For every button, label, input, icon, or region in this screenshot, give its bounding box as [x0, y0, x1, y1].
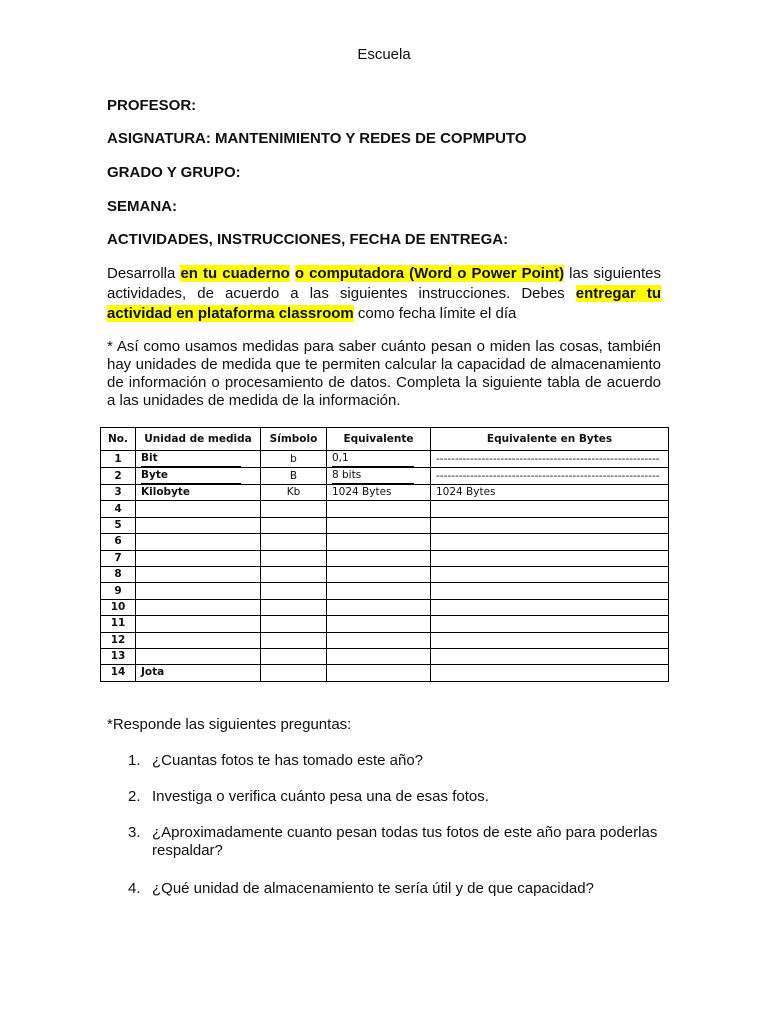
- cell-equivalente[interactable]: [327, 517, 431, 533]
- cell-no-text: 4: [114, 502, 122, 515]
- cell-equivalente[interactable]: [327, 566, 431, 582]
- question-number: 3.: [128, 824, 141, 841]
- cell-equivalente[interactable]: [327, 632, 431, 648]
- cell-equivalente[interactable]: [327, 501, 431, 517]
- cell-equivalente[interactable]: [327, 583, 431, 599]
- cell-equivalente[interactable]: [327, 550, 431, 566]
- cell-unit[interactable]: [136, 501, 261, 517]
- cell-equivalente-bytes-text: -----------------------------------------------------------: [436, 469, 660, 482]
- cell-equivalente-bytes[interactable]: [431, 501, 669, 517]
- table-header-row: [101, 428, 669, 451]
- cell-symbol[interactable]: [261, 550, 327, 566]
- cell-symbol[interactable]: [261, 468, 327, 485]
- cell-no-text: 5: [114, 518, 122, 531]
- cell-equivalente-bytes[interactable]: [431, 616, 669, 632]
- highlight-computadora: o computadora (Word o Power Point): [294, 265, 565, 282]
- cell-equivalente[interactable]: [327, 599, 431, 615]
- highlight-cuaderno: en tu cuaderno: [180, 265, 290, 282]
- cell-no-text: 3: [114, 486, 122, 499]
- field-profesor: PROFESOR:: [107, 97, 197, 114]
- cell-no-text: 1: [114, 452, 122, 465]
- field-grado-grupo: GRADO Y GRUPO:: [107, 164, 241, 181]
- cell-no[interactable]: [101, 550, 136, 566]
- cell-unit[interactable]: [136, 648, 261, 664]
- cell-symbol-text: b: [290, 452, 297, 465]
- cell-unit[interactable]: [136, 632, 261, 648]
- instructions-paragraph: [107, 264, 661, 324]
- cell-unit[interactable]: [136, 583, 261, 599]
- cell-unit[interactable]: [136, 599, 261, 615]
- question-1: [128, 752, 668, 770]
- intro-paragraph: * Así como usamos medidas para saber cuánto pesan o miden las cosas, también hay unidades de medida que te permiten calcular la capacidad de almacenamiento de información o procesamiento de datos. Completa la siguiente tabla de acuerdo a las unidades de medida de la información.: [107, 338, 661, 409]
- table-row: [101, 616, 669, 632]
- cell-equivalente-bytes[interactable]: [431, 534, 669, 550]
- highlight-entregar: entregar tu actividad en plataforma classroom: [107, 285, 661, 322]
- cell-unit-text: Byte: [141, 468, 241, 484]
- cell-equivalente[interactable]: [327, 534, 431, 550]
- table-row: [101, 632, 669, 648]
- field-actividades: ACTIVIDADES, INSTRUCCIONES, FECHA DE ENTREGA:: [107, 231, 509, 248]
- cell-equivalente-bytes[interactable]: [431, 566, 669, 582]
- cell-equivalente-text: 1024 Bytes: [332, 486, 392, 499]
- cell-no-text: 13: [110, 650, 126, 663]
- cell-no[interactable]: [101, 583, 136, 599]
- table-row: [101, 451, 669, 468]
- cell-symbol[interactable]: [261, 451, 327, 468]
- cell-unit[interactable]: [136, 665, 261, 681]
- table-row: [101, 648, 669, 664]
- question-number: 2.: [128, 788, 141, 805]
- cell-unit[interactable]: [136, 468, 261, 485]
- question-text: ¿Cuantas fotos te has tomado este año?: [152, 752, 424, 769]
- cell-symbol[interactable]: [261, 616, 327, 632]
- cell-symbol[interactable]: [261, 501, 327, 517]
- cell-equivalente-bytes[interactable]: [431, 583, 669, 599]
- table-row: [101, 517, 669, 533]
- cell-unit-text: Bit: [141, 451, 241, 467]
- cell-symbol[interactable]: [261, 599, 327, 615]
- question-number: 1.: [128, 752, 141, 769]
- cell-symbol-text: Kb: [286, 486, 301, 499]
- question-2: [128, 788, 668, 806]
- cell-equivalente-bytes[interactable]: [431, 648, 669, 664]
- table-row: [101, 468, 669, 485]
- cell-no[interactable]: [101, 451, 136, 468]
- table-row: [101, 534, 669, 550]
- instructions-text: Desarrolla: [107, 265, 181, 282]
- cell-equivalente-text: 0,1: [332, 451, 414, 467]
- cell-no-text: 7: [114, 551, 122, 564]
- cell-symbol[interactable]: [261, 583, 327, 599]
- field-asignatura: ASIGNATURA: MANTENIMIENTO Y REDES DE COPMPUTO: [107, 130, 527, 147]
- question-text: Investiga o verifica cuánto pesa una de esas fotos.: [152, 788, 489, 805]
- cell-equivalente[interactable]: [327, 485, 431, 501]
- cell-no-text: 10: [110, 600, 126, 613]
- cell-no[interactable]: [101, 648, 136, 664]
- cell-no[interactable]: [101, 599, 136, 615]
- header-equivalente: Equivalente: [327, 428, 431, 451]
- cell-symbol[interactable]: [261, 648, 327, 664]
- cell-equivalente-bytes[interactable]: [431, 550, 669, 566]
- cell-no-text: 2: [114, 469, 122, 482]
- cell-no[interactable]: [101, 632, 136, 648]
- cell-unit[interactable]: [136, 550, 261, 566]
- cell-no-text: 14: [110, 666, 126, 679]
- cell-symbol[interactable]: [261, 534, 327, 550]
- cell-equivalente[interactable]: [327, 616, 431, 632]
- cell-unit-text: Kilobyte: [141, 486, 191, 499]
- table-row: [101, 599, 669, 615]
- table-row: [101, 583, 669, 599]
- cell-equivalente[interactable]: [327, 468, 431, 485]
- cell-no-text: 12: [110, 633, 126, 646]
- question-text: ¿Aproximadamente cuanto pesan todas tus fotos de este año para poderlas respaldar?: [152, 824, 658, 859]
- questions-intro: *Responde las siguientes preguntas:: [107, 716, 352, 733]
- cell-equivalente-bytes[interactable]: [431, 599, 669, 615]
- question-3: [128, 824, 668, 860]
- cell-symbol[interactable]: [261, 566, 327, 582]
- instructions-text: como fecha límite el día: [353, 305, 517, 322]
- cell-equivalente[interactable]: [327, 451, 431, 468]
- cell-equivalente-bytes[interactable]: [431, 485, 669, 501]
- cell-unit[interactable]: [136, 534, 261, 550]
- header-unidad: Unidad de medida: [136, 428, 261, 451]
- cell-equivalente-text: 8 bits: [332, 468, 414, 484]
- table-row: [101, 550, 669, 566]
- cell-equivalente-bytes[interactable]: [431, 468, 669, 485]
- cell-unit[interactable]: [136, 485, 261, 501]
- cell-equivalente-bytes[interactable]: [431, 517, 669, 533]
- school-name: Escuela: [357, 46, 411, 63]
- cell-symbol[interactable]: [261, 665, 327, 681]
- cell-symbol[interactable]: [261, 632, 327, 648]
- table-row: [101, 665, 669, 681]
- cell-no[interactable]: [101, 517, 136, 533]
- units-table: [100, 427, 669, 682]
- cell-no-text: 11: [110, 617, 126, 630]
- cell-no[interactable]: [101, 468, 136, 485]
- cell-equivalente-bytes[interactable]: [431, 451, 669, 468]
- cell-no[interactable]: [101, 485, 136, 501]
- cell-unit[interactable]: [136, 451, 261, 468]
- instructions-text: las siguientes actividades, de acuerdo a las siguientes instrucciones. Debes: [107, 265, 661, 302]
- cell-unit[interactable]: [136, 517, 261, 533]
- table-row: [101, 501, 669, 517]
- question-text: ¿Qué unidad de almacenamiento te sería útil y de que capacidad?: [152, 880, 594, 897]
- table-body: [101, 451, 669, 682]
- field-semana: SEMANA:: [107, 198, 177, 215]
- table-row: [101, 485, 669, 501]
- cell-equivalente-bytes-text: -----------------------------------------------------------: [436, 452, 660, 465]
- cell-unit[interactable]: [136, 616, 261, 632]
- cell-no-text: 6: [114, 535, 122, 548]
- cell-equivalente[interactable]: [327, 648, 431, 664]
- header-equivalente-bytes: Equivalente en Bytes: [431, 428, 669, 451]
- header-no: No.: [101, 428, 136, 451]
- cell-no[interactable]: [101, 616, 136, 632]
- cell-equivalente[interactable]: [327, 665, 431, 681]
- cell-symbol[interactable]: [261, 517, 327, 533]
- cell-no[interactable]: [101, 501, 136, 517]
- cell-symbol[interactable]: [261, 485, 327, 501]
- cell-no[interactable]: [101, 665, 136, 681]
- cell-equivalente-bytes-text: 1024 Bytes: [436, 486, 496, 499]
- cell-equivalente-bytes[interactable]: [431, 632, 669, 648]
- cell-no-text: 8: [114, 568, 122, 581]
- cell-equivalente-bytes[interactable]: [431, 665, 669, 681]
- table-row: [101, 566, 669, 582]
- header-simbolo: Símbolo: [261, 428, 327, 451]
- question-4: [128, 880, 668, 898]
- cell-no-text: 9: [114, 584, 122, 597]
- cell-unit[interactable]: [136, 566, 261, 582]
- question-number: 4.: [128, 880, 141, 897]
- cell-no[interactable]: [101, 534, 136, 550]
- cell-symbol-text: B: [289, 469, 298, 482]
- cell-no[interactable]: [101, 566, 136, 582]
- cell-unit-text: Jota: [141, 666, 165, 679]
